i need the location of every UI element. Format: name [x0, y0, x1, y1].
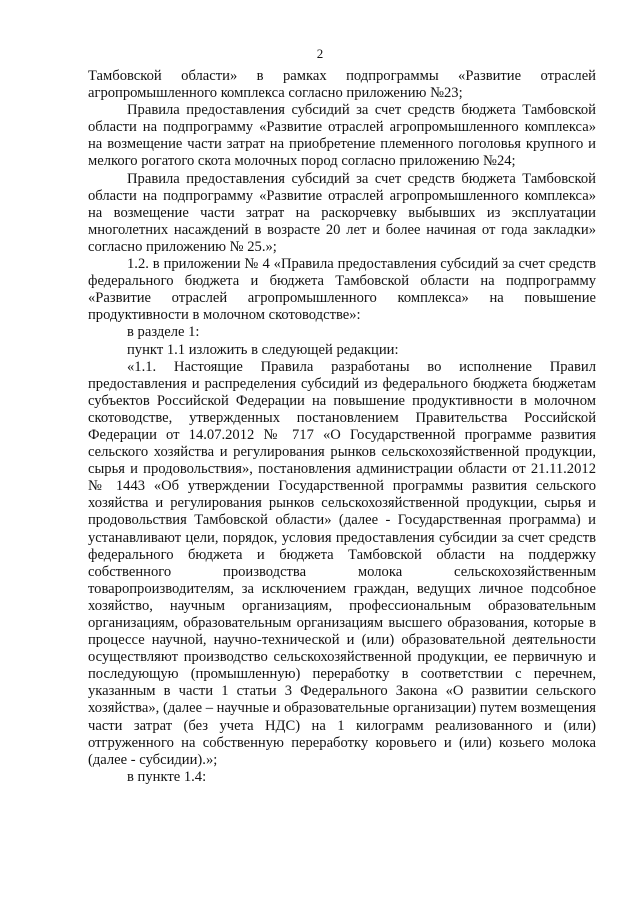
paragraph-point-1-1-intro: пункт 1.1 изложить в следующей редакции:: [127, 341, 399, 358]
paragraph-section-1: в разделе 1:: [127, 324, 200, 341]
paragraph-continuation: Тамбовской области» в рамках подпрограммы «Развитие отраслей агропромышленного комплекса согласно приложению №23;: [88, 68, 596, 102]
document-body: [88, 68, 596, 786]
paragraph-point-1-1-text: «1.1. Настоящие Правила разработаны во исполнение Правил предоставления и распределения субсидий из федерального бюджета бюджетам субъектов Российской Федерации на повышение продуктивности в молочном скотоводстве, утвержденных постановлением Правительства Российской Федерации от 14.07.2012 № 717 «О Государственной программе развития сельского хозяйства и регулирования рынков сельскохозяйственной продукции, сырья и продовольствия», постановления администрации области от 21.11.2012 № 1443 «Об утверждении Государственной программы развития сельского хозяйства и регулирования рынков сельскохозяйственной продукции, сырья и продовольствия Тамбовской области» (далее - Государственная программа) и устанавливают цели, порядок, условия предоставления субсидии за счет средств федерального бюджета и бюджета Тамбовской области на поддержку собственного производства молока сельскохозяйственным товаропроизводителям, за исключением граждан, ведущих личное подсобное хозяйство, научным организациям, профессиональным образовательным организациям, образовательным организациям высшего образования, которые в процессе научной, научно-технической и (или) образовательной деятельности осуществляют производство сельскохозяйственной продукции, ее первичную и последующую (промышленную) переработку в соответствии с перечнем, указанным в части 1 статьи 3 Федерального Закона «О развитии сельского хозяйства», (далее – научные и образовательные организации) путем возмещения части затрат (без учета НДС) на 1 килограмм реализованного и (или) отгруженного на собственную переработку коровьего и (или) козьего молока (далее - субсидии).»;: [88, 358, 596, 768]
page-number: 2: [316, 46, 324, 61]
paragraph-rules-breeding-livestock: Правила предоставления субсидий за счет средств бюджета Тамбовской области на подпрограмму «Развитие отраслей агропромышленного комплекса» на возмещение части затрат на приобретение племенного поголовья крупного и мелкого рогатого скота молочных пород согласно приложению №24;: [88, 102, 596, 170]
paragraph-item-1-2: 1.2. в приложении № 4 «Правила предоставления субсидий за счет средств федерального бюджета и бюджета Тамбовской области на подпрограмму «Развитие отраслей агропромышленного комплекса» на повышение продуктивности в молочном скотоводстве»:: [88, 256, 596, 324]
paragraph-rules-uprooting-plantings: Правила предоставления субсидий за счет средств бюджета Тамбовской области на подпрограмму «Развитие отраслей агропромышленного комплекса» на возмещение части затрат на раскорчевку выбывших из эксплуатации многолетних насаждений в возрасте 20 лет и более начиная от года закладки» согласно приложению № 25.»;: [88, 170, 596, 255]
paragraph-point-1-4: в пункте 1.4:: [127, 768, 207, 785]
